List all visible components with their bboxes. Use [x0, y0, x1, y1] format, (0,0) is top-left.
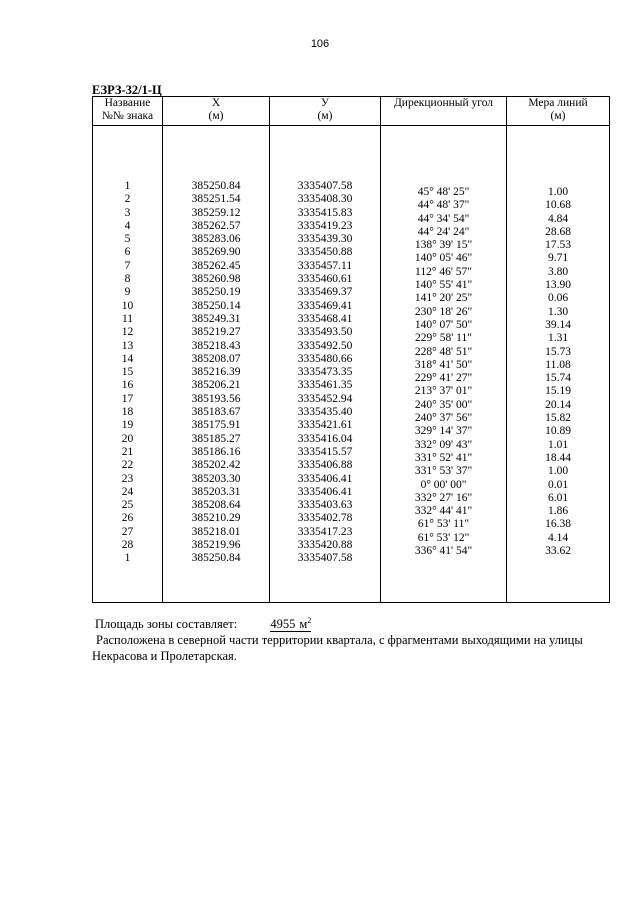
- segment-angle: 0° 00' 00": [420, 478, 467, 491]
- header-text: (м): [317, 110, 333, 122]
- area-unit-power: 2: [307, 616, 312, 625]
- point-y-value: 3335406.41: [297, 472, 353, 485]
- point-y-value: 3335469.41: [297, 299, 353, 312]
- point-y-value: 3335439.30: [297, 233, 353, 246]
- segment-length: 0.06: [547, 292, 569, 305]
- point-number: 10: [121, 299, 134, 312]
- area-unit: м: [299, 617, 308, 632]
- point-y-value: 3335469.37: [297, 286, 353, 299]
- point-y-value: 3335406.41: [297, 485, 353, 498]
- segment-angle: 138° 39' 15": [414, 239, 473, 252]
- point-x-value: 385206.21: [191, 379, 241, 392]
- segment-length: 18.44: [545, 451, 571, 464]
- point-x-value: 385210.29: [191, 512, 241, 525]
- segment-angle: 44° 24' 24": [417, 225, 470, 238]
- point-x-value: 385250.84: [191, 180, 241, 192]
- point-number: 9: [124, 286, 131, 299]
- header-text: Мера линий: [528, 97, 588, 109]
- point-y-value: 3335416.04: [297, 432, 353, 445]
- segment-length: 16.38: [545, 518, 571, 531]
- point-number: 12: [121, 326, 134, 339]
- point-x-value: 385186.16: [191, 445, 241, 458]
- point-number: 8: [124, 273, 131, 286]
- area-label: Площадь зоны составляет:: [95, 617, 238, 632]
- segment-angle: 213° 37' 01": [414, 385, 473, 398]
- point-y-value: 3335480.66: [297, 352, 353, 365]
- segment-angle: 112° 46' 57": [415, 265, 472, 278]
- point-x-value: 385208.64: [191, 499, 241, 512]
- point-name-column: [93, 126, 163, 603]
- point-number: 27: [121, 525, 134, 538]
- segment-angle: 332° 44' 41": [414, 505, 473, 518]
- point-y-value: 3335407.58: [297, 552, 353, 565]
- point-y-value: 3335415.57: [297, 445, 353, 458]
- segment-length: 10.89: [545, 425, 571, 438]
- segment-length: 9.71: [547, 252, 569, 265]
- point-y-value: 3335406.88: [297, 459, 353, 472]
- point-number: 22: [121, 459, 134, 472]
- point-x-value: 385262.45: [191, 259, 241, 272]
- segment-angle: 318° 41' 50": [414, 358, 473, 371]
- point-x-value: 385203.30: [191, 472, 241, 485]
- segment-angle: 229° 58' 11": [415, 332, 472, 345]
- point-x-value: 385216.39: [191, 366, 241, 379]
- segment-length: 10.68: [545, 199, 571, 212]
- point-number: 20: [121, 432, 134, 445]
- point-y-value: 3335402.78: [297, 512, 353, 525]
- segment-angle: 329° 14' 37": [414, 425, 473, 438]
- table-header-row: [93, 97, 610, 126]
- point-x-value: 385202.42: [191, 459, 241, 472]
- segment-angle: 332° 09' 43": [414, 438, 473, 451]
- point-number: 18: [121, 406, 134, 419]
- segment-angle: 140° 55' 41": [414, 279, 473, 292]
- y-column: [270, 126, 381, 603]
- segment-angle: 240° 37' 56": [414, 412, 473, 425]
- point-y-value: 3335417.23: [297, 525, 353, 538]
- point-number: 7: [124, 259, 131, 272]
- point-x-value: 385249.31: [191, 312, 241, 325]
- point-x-value: 385193.56: [191, 392, 241, 405]
- point-number: 19: [121, 419, 134, 432]
- point-x-value: 385183.67: [191, 406, 241, 419]
- point-y-value: 3335420.88: [297, 539, 353, 552]
- zone-title: ЕЗРЗ-32/1-Ц: [92, 83, 162, 97]
- segment-length: 4.14: [547, 531, 569, 544]
- point-x-value: 385250.14: [191, 299, 241, 312]
- segment-angle: 240° 35' 00": [414, 398, 473, 411]
- point-y-value: 3335461.35: [297, 379, 353, 392]
- point-y-value: 3335493.50: [297, 326, 353, 339]
- point-number: 21: [121, 445, 134, 458]
- point-x-value: 385218.43: [191, 339, 241, 352]
- point-x-value: 385219.27: [191, 326, 241, 339]
- point-number: 25: [121, 499, 134, 512]
- point-y-value: 3335457.11: [297, 259, 353, 272]
- x-column: [163, 126, 270, 603]
- segment-angle: 230° 18' 26": [414, 305, 473, 318]
- point-y-value: 3335407.58: [297, 180, 353, 192]
- point-number: 1: [124, 180, 131, 192]
- segment-angle: 140° 05' 46": [414, 252, 473, 265]
- point-x-value: 385218.01: [191, 525, 241, 538]
- point-number: 13: [121, 339, 134, 352]
- point-y-value: 3335403.63: [297, 499, 353, 512]
- coordinates-table: [92, 96, 610, 603]
- point-number: 3: [124, 206, 131, 219]
- point-y-value: 3335415.83: [297, 206, 353, 219]
- point-y-value: 3335473.35: [297, 366, 353, 379]
- segment-length: 1.01: [547, 438, 569, 451]
- segment-angle: 331° 53' 37": [414, 465, 473, 478]
- segment-length: 1.86: [547, 505, 569, 518]
- point-number: 23: [121, 472, 134, 485]
- length-column: [507, 126, 610, 603]
- segment-angle: 61° 53' 12": [417, 531, 470, 544]
- header-text: X: [211, 97, 221, 109]
- header-text: (м): [208, 110, 224, 122]
- segment-length: 28.68: [545, 225, 571, 238]
- segment-length: 1.30: [547, 305, 569, 318]
- segment-angle: 332° 27' 16": [414, 491, 473, 504]
- segment-angle: 229° 41' 27": [414, 372, 473, 385]
- point-number: 26: [121, 512, 134, 525]
- segment-length: 3.80: [547, 265, 569, 278]
- point-y-value: 3335492.50: [297, 339, 353, 352]
- point-x-value: 385283.06: [191, 233, 241, 246]
- segment-angle: 140° 07' 50": [414, 318, 473, 331]
- area-value-group: [270, 614, 311, 632]
- point-x-value: 385208.07: [191, 352, 241, 365]
- point-x-value: 385269.90: [191, 246, 241, 259]
- point-x-value: 385175.91: [191, 419, 241, 432]
- point-x-value: 385259.12: [191, 206, 241, 219]
- header-text: (м): [550, 110, 566, 122]
- area-value: 4955: [270, 617, 296, 632]
- point-number: 11: [121, 312, 134, 325]
- point-number: 24: [121, 485, 134, 498]
- segment-length: 15.74: [545, 372, 571, 385]
- segment-length: 11.08: [545, 358, 571, 371]
- point-y-value: 3335408.30: [297, 193, 353, 206]
- segment-length: 17.53: [545, 239, 571, 252]
- table-body-row: [93, 126, 610, 603]
- zone-description: Расположена в северной части территории квартала, с фрагментами выходящими на улицы Некрасова и Пролетарская.: [92, 633, 583, 663]
- point-x-value: 385262.57: [191, 219, 241, 232]
- point-y-value: 3335468.41: [297, 312, 353, 325]
- header-y: [270, 97, 381, 126]
- point-y-value: 3335452.94: [297, 392, 353, 405]
- segment-angle: 331° 52' 41": [414, 451, 473, 464]
- point-number: 15: [121, 366, 134, 379]
- point-x-value: 385250.19: [191, 286, 241, 299]
- point-x-value: 385185.27: [191, 432, 241, 445]
- header-length: [507, 97, 610, 126]
- point-y-value: 3335421.61: [297, 419, 353, 432]
- point-y-value: 3335419.23: [297, 219, 353, 232]
- point-x-value: 385250.84: [191, 552, 241, 565]
- segment-angle: 336° 41' 54": [414, 545, 473, 558]
- segment-length: 4.84: [547, 212, 569, 225]
- header-text: Дирекционный угол: [393, 97, 494, 109]
- point-y-value: 3335435.40: [297, 406, 353, 419]
- segment-length: 15.73: [545, 345, 571, 358]
- segment-angle: 61° 53' 11": [417, 518, 470, 531]
- point-x-value: 385219.96: [191, 539, 241, 552]
- point-y-value: 3335450.88: [297, 246, 353, 259]
- point-number: 28: [121, 539, 134, 552]
- segment-length: 0.01: [547, 478, 569, 491]
- segment-length: 20.14: [545, 398, 571, 411]
- segment-length: 15.19: [545, 385, 571, 398]
- header-text: №№ знака: [101, 110, 154, 122]
- segment-length: 33.62: [545, 545, 571, 558]
- segment-length: 39.14: [545, 318, 571, 331]
- segment-length: 1.00: [547, 465, 569, 478]
- segment-angle: 45° 48' 25": [417, 186, 470, 198]
- point-number: 17: [121, 392, 134, 405]
- header-x: [163, 97, 270, 126]
- segment-angle: 44° 48' 37": [417, 199, 470, 212]
- point-number: 14: [121, 352, 134, 365]
- point-y-value: 3335460.61: [297, 273, 353, 286]
- page-number: 106: [310, 38, 330, 50]
- point-x-value: 385203.31: [191, 485, 241, 498]
- point-number: 4: [124, 219, 131, 232]
- segment-angle: 141° 20' 25": [414, 292, 473, 305]
- segment-angle: 228° 48' 51": [414, 345, 473, 358]
- header-angle: [381, 97, 507, 126]
- segment-length: 1.31: [547, 332, 569, 345]
- point-x-value: 385260.98: [191, 273, 241, 286]
- segment-length: 15.82: [545, 412, 571, 425]
- header-text: У: [320, 97, 330, 109]
- point-number: 16: [121, 379, 134, 392]
- area-line: [95, 614, 311, 632]
- angle-column: [381, 126, 507, 603]
- point-number: 6: [124, 246, 131, 259]
- segment-length: 6.01: [547, 491, 569, 504]
- header-text: Название: [104, 97, 151, 109]
- point-number: 1: [124, 552, 131, 565]
- segment-length: 1.00: [547, 186, 569, 198]
- area-info: [95, 614, 311, 632]
- header-point-name: [93, 97, 163, 126]
- segment-length: 13.90: [545, 279, 571, 292]
- point-x-value: 385251.54: [191, 193, 241, 206]
- point-number: 5: [124, 233, 131, 246]
- segment-angle: 44° 34' 54": [417, 212, 470, 225]
- point-number: 2: [124, 193, 131, 206]
